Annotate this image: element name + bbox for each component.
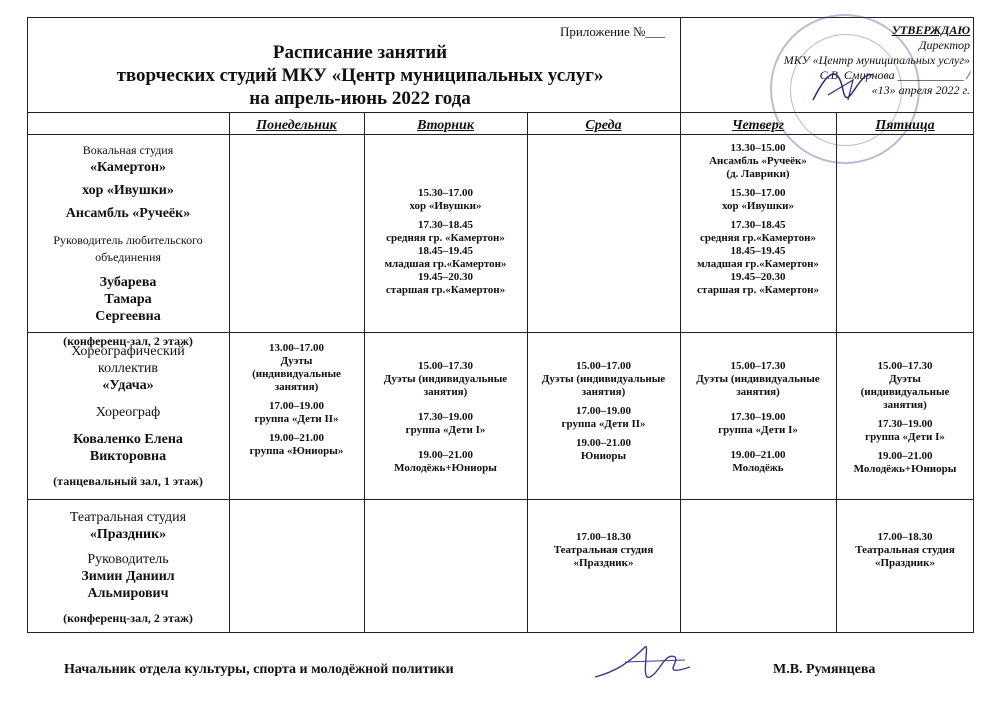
schedule-cell: 15.00–17.30 Дуэты (индивидуальные занятия) 17.30–19.00 группа «Дети I» 19.00–21.00 Молодёжь+Юниоры xyxy=(853,360,957,475)
schedule-cell: 17.00–18.30 Театральная студия «Праздник» xyxy=(855,531,955,569)
director-signature xyxy=(808,60,878,110)
schedule-cell: 13.30–15.00 Ансамбль «Ручеёк» (д. Лаврики) 15.30–17.00 хор «Ивушки» 17.30–18.45 средняя гр.«Камертон» 18.45–19.45 младшая гр.«Камертон» 19.45–20.30 старшая гр. «Камертон» xyxy=(697,142,819,296)
title-line: творческих студий МКУ «Центр муниципальных услуг» xyxy=(116,65,604,86)
studio-info xyxy=(28,509,228,627)
approval-line: С.В. Смирнова ___________ / xyxy=(819,68,970,82)
studio-name: «Камертон» xyxy=(89,160,167,175)
studio-leader: Зубарева Тамара Сергеевна xyxy=(95,275,161,324)
row-divider xyxy=(27,499,974,500)
title-line: Расписание занятий xyxy=(272,42,448,63)
approval-line: МКУ «Центр муниципальных услуг» xyxy=(783,53,970,67)
studio-subgroup: Ансамбль «Ручеёк» xyxy=(65,206,191,221)
approval-date: «13» апреля 2022 г. xyxy=(871,83,970,97)
day-header-thursday: Четверг xyxy=(732,118,784,133)
schedule-cell: 15.00–17.30 Дуэты (индивидуальные занятия) 17.30–19.00 группа «Дети I» 19.00–21.00 Молодёжь+Юниоры xyxy=(383,360,508,474)
day-header-tuesday: Вторник xyxy=(417,118,474,133)
day-header-friday: Пятница xyxy=(875,118,935,133)
studio-type: Хореографический коллектив xyxy=(71,344,185,376)
studio-info xyxy=(28,142,228,350)
studio-leader: Коваленко Елена Викторовна xyxy=(73,432,183,464)
footer-position: Начальник отдела культуры, спорта и молодёжной политики xyxy=(64,662,454,677)
day-header-wednesday: Среда xyxy=(585,118,622,133)
column-divider xyxy=(680,17,681,633)
studio-role: Хореограф xyxy=(95,405,161,420)
studio-room: (конференц-зал, 2 этаж) xyxy=(63,334,193,348)
approval-line: Директор xyxy=(918,38,970,52)
day-header-monday: Понедельник xyxy=(256,118,337,133)
studio-info xyxy=(28,343,228,490)
page-title xyxy=(60,41,660,110)
studio-type: Вокальная студия xyxy=(82,143,174,157)
studio-name: «Праздник» xyxy=(89,527,167,542)
studio-room: (конференц-зал, 2 этаж) xyxy=(63,611,193,625)
studio-type: Театральная студия xyxy=(69,510,187,525)
studio-role: Руководитель xyxy=(87,552,169,567)
footer-name: М.В. Румянцева xyxy=(773,662,876,677)
schedule-cell: 15.30–17.00 хор «Ивушки» 17.30–18.45 средняя гр. «Камертон» 18.45–19.45 младшая гр.«Камертон» 19.45–20.30 старшая гр.«Камертон» xyxy=(384,187,507,296)
schedule-cell: 15.00–17.30 Дуэты (индивидуальные занятия) 17.30–19.00 группа «Дети I» 19.00–21.00 Молодёжь xyxy=(696,360,820,474)
schedule-cell: 13.00–17.00 Дуэты (индивидуальные занятия) 17.00–19.00 группа «Дети II» 19.00–21.00 группа «Юниоры» xyxy=(249,342,344,457)
studio-room: (танцевальный зал, 1 этаж) xyxy=(53,474,203,488)
title-line: на апрель-июнь 2022 года xyxy=(249,88,471,109)
appendix-label: Приложение №___ xyxy=(560,24,665,39)
studio-name: «Удача» xyxy=(102,378,154,393)
schedule-cell: 17.00–18.30 Театральная студия «Праздник» xyxy=(553,531,654,569)
signature xyxy=(590,632,700,692)
schedule-cell: 15.00–17.00 Дуэты (индивидуальные занятия) 17.00–19.00 группа «Дети II» 19.00–21.00 Юниоры xyxy=(541,360,666,462)
studio-leader: Зимин Даниил Альмирович xyxy=(81,569,175,601)
approval-title: УТВЕРЖДАЮ xyxy=(891,23,970,37)
studio-role: Руководитель любительского объединения xyxy=(53,233,203,264)
studio-subgroup: хор «Ивушки» xyxy=(82,183,174,198)
